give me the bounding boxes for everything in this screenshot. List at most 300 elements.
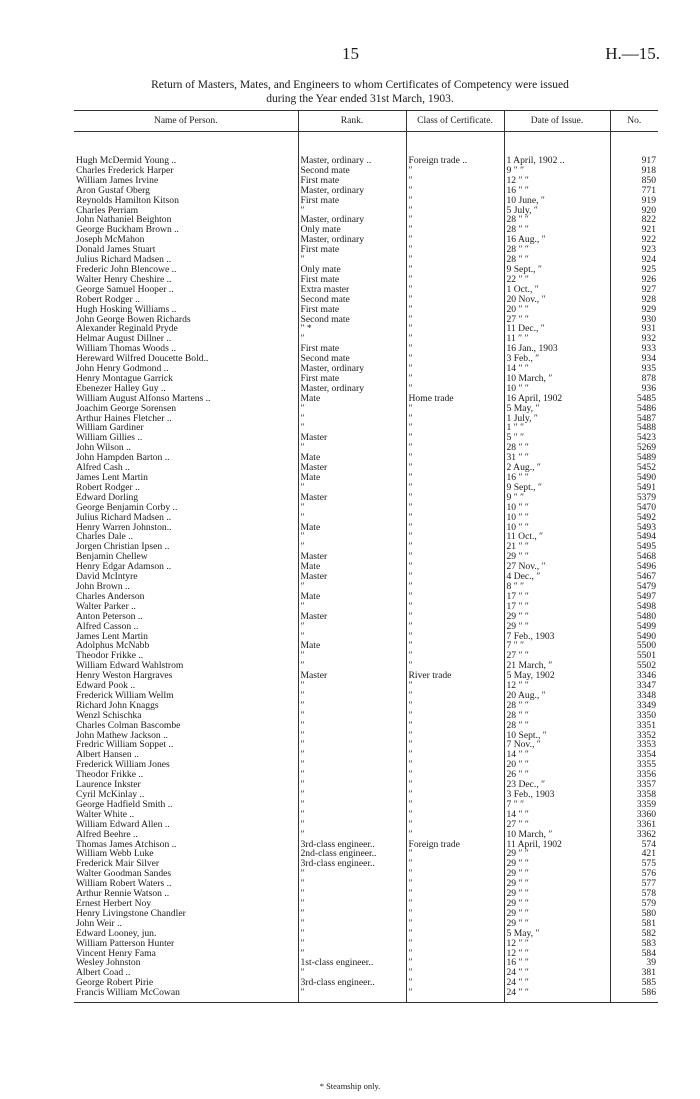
table-row <box>74 275 658 285</box>
cell-rank: ″ <box>298 701 406 711</box>
table-row <box>74 641 658 651</box>
cell-class: ″ <box>406 443 504 453</box>
table-row <box>74 632 658 642</box>
cell-class: ″ <box>406 176 504 186</box>
cell-rank: Mate <box>298 394 406 404</box>
cell-name: Theodor Frikke .. <box>76 651 144 662</box>
cell-date: 14 ″ ″ <box>504 364 610 374</box>
cell-name: Henry Warren Johnston.. <box>76 522 172 533</box>
cell-class: Foreign trade .. <box>406 156 504 166</box>
cell-rank: Mate <box>298 473 406 483</box>
cell-date: 11 April, 1902 <box>504 840 610 850</box>
table-row <box>74 295 658 305</box>
cell-no: 381 <box>610 968 658 978</box>
cell-rank: First mate <box>298 374 406 384</box>
cell-class: ″ <box>406 988 504 998</box>
cell-no: 917 <box>610 156 658 166</box>
cell-date: 23 Dec., ″ <box>504 780 610 790</box>
cell-class: ″ <box>406 364 504 374</box>
cell-name: Arthur Haines Fletcher .. <box>76 413 172 424</box>
cell-rank: ″ <box>298 869 406 879</box>
cell-date: 9 Sept., ″ <box>504 483 610 493</box>
cell-name: Frederick William Wellm <box>76 690 174 701</box>
table-row <box>74 651 658 661</box>
cell-name: Charles Colman Bascombe <box>76 720 181 731</box>
cell-class: ″ <box>406 305 504 315</box>
cell-name: John Wilson .. <box>76 443 131 454</box>
cell-rank: ″ <box>298 632 406 642</box>
cell-date: 29 ″ ″ <box>504 859 610 869</box>
cell-date: 17 ″ ″ <box>504 592 610 602</box>
table-row <box>74 681 658 691</box>
cell-rank: 2nd-class engineer.. <box>298 849 406 859</box>
cell-no: 5480 <box>610 612 658 622</box>
cell-name: Thomas James Atchison .. <box>76 839 177 850</box>
cell-rank: First mate <box>298 196 406 206</box>
cell-name: Edward Looney, jun. <box>76 928 157 939</box>
cell-class: Foreign trade <box>406 840 504 850</box>
cell-date: 4 Dec., ″ <box>504 572 610 582</box>
cell-class: ″ <box>406 483 504 493</box>
cell-name: Edward Pook .. <box>76 681 136 691</box>
cell-class: ″ <box>406 701 504 711</box>
cell-no: 3362 <box>610 830 658 840</box>
cell-class: ″ <box>406 285 504 295</box>
cell-name: Robert Rodger .. <box>76 294 140 305</box>
cell-class: ″ <box>406 919 504 929</box>
cell-name: John Hampden Barton .. <box>76 453 170 464</box>
cell-rank: First mate <box>298 305 406 315</box>
cell-name: Donald James Stuart <box>76 245 156 256</box>
cell-no: 928 <box>610 295 658 305</box>
cell-rank: ″ <box>298 414 406 424</box>
table-row <box>74 552 658 562</box>
cell-class: ″ <box>406 433 504 443</box>
cell-date: 10 March, ″ <box>504 830 610 840</box>
table-row <box>74 968 658 978</box>
cell-no: 421 <box>610 849 658 859</box>
cell-class: ″ <box>406 958 504 968</box>
cell-name: Vincent Henry Fama <box>76 948 156 959</box>
cell-rank: Master <box>298 612 406 622</box>
cell-class: ″ <box>406 245 504 255</box>
table-row <box>74 929 658 939</box>
cell-no: 926 <box>610 275 658 285</box>
cell-class: ″ <box>406 423 504 433</box>
cell-no: 5494 <box>610 532 658 542</box>
cell-no: 935 <box>610 364 658 374</box>
cell-rank: ″ <box>298 423 406 433</box>
cell-rank: ″ <box>298 206 406 216</box>
cell-no: 3346 <box>610 671 658 681</box>
cell-no: 934 <box>610 354 658 364</box>
cell-name: Hereward Wilfred Doucette Bold.. <box>76 354 209 365</box>
cell-class: ″ <box>406 820 504 830</box>
cell-name: George Samuel Hooper .. <box>76 284 174 295</box>
table-row <box>74 949 658 959</box>
cell-rank: ″ <box>298 731 406 741</box>
cell-no: 3356 <box>610 770 658 780</box>
cell-name: Alexander Reginald Pryde <box>76 324 178 335</box>
table-row <box>74 958 658 968</box>
cell-class: ″ <box>406 869 504 879</box>
cell-date: 16 ″ ″ <box>504 958 610 968</box>
cell-date: 28 ″ ″ <box>504 721 610 731</box>
cell-no: 5502 <box>610 661 658 671</box>
table-row <box>74 830 658 840</box>
cell-date: 27 Nov., ″ <box>504 562 610 572</box>
cell-rank: ″ <box>298 661 406 671</box>
cell-rank: ″ <box>298 909 406 919</box>
cell-rank: Mate <box>298 592 406 602</box>
cell-class: ″ <box>406 206 504 216</box>
table-row <box>74 186 658 196</box>
table-row <box>74 156 658 166</box>
cell-name: William Edward Wahlstrom <box>76 661 184 672</box>
cell-rank: Master, ordinary <box>298 384 406 394</box>
table-row <box>74 721 658 731</box>
table-row <box>74 790 658 800</box>
cell-rank: ″ <box>298 542 406 552</box>
cell-date: 28 ″ ″ <box>504 711 610 721</box>
cell-date: 3 Feb., ″ <box>504 354 610 364</box>
cell-class: ″ <box>406 899 504 909</box>
cell-rank: ″ <box>298 404 406 414</box>
cell-date: 29 ″ ″ <box>504 879 610 889</box>
cell-rank: ″ <box>298 532 406 542</box>
cell-rank: ″ <box>298 899 406 909</box>
cell-date: 5 ″ ″ <box>504 433 610 443</box>
cell-class: Home trade <box>406 394 504 404</box>
cell-no: 39 <box>610 958 658 968</box>
cell-name: John George Bowen Richards <box>76 314 191 325</box>
cell-name: Walter White .. <box>76 809 135 820</box>
cell-no: 3355 <box>610 760 658 770</box>
cell-date: 28 ″ ″ <box>504 443 610 453</box>
cell-name: George Robert Pirie <box>76 978 154 989</box>
cell-no: 3351 <box>610 721 658 731</box>
cell-rank: ″ <box>298 830 406 840</box>
title-line-2: during the Year ended 31st March, 1903. <box>266 93 454 105</box>
cell-class: ″ <box>406 622 504 632</box>
cell-class: ″ <box>406 760 504 770</box>
cell-no: 3358 <box>610 790 658 800</box>
cell-class: ″ <box>406 582 504 592</box>
cell-class: ″ <box>406 225 504 235</box>
cell-name: James Lent Martin <box>76 473 148 483</box>
cell-date: 28 ″ ″ <box>504 225 610 235</box>
cell-rank: ″ <box>298 443 406 453</box>
table-row <box>74 770 658 780</box>
cell-name: Frederic John Blencowe .. <box>76 264 177 275</box>
cell-name: Ebenezer Halley Guy .. <box>76 383 166 394</box>
cell-class: ″ <box>406 196 504 206</box>
cell-rank: Master, ordinary <box>298 364 406 374</box>
cell-no: 878 <box>610 374 658 384</box>
cell-no: 3360 <box>610 810 658 820</box>
cell-date: 10 ″ ″ <box>504 523 610 533</box>
cell-class: ″ <box>406 473 504 483</box>
cell-date: 5 July, ″ <box>504 206 610 216</box>
cell-class: ″ <box>406 235 504 245</box>
table-row <box>74 810 658 820</box>
cell-rank: ″ <box>298 800 406 810</box>
cell-class: ″ <box>406 849 504 859</box>
table-row <box>74 691 658 701</box>
cell-no: 5486 <box>610 404 658 414</box>
cell-no: 3359 <box>610 800 658 810</box>
cell-no: 5423 <box>610 433 658 443</box>
cell-class: ″ <box>406 750 504 760</box>
cell-name: Joseph McMahon <box>76 235 145 246</box>
cell-no: 3349 <box>610 701 658 711</box>
cell-name: George Buckham Brown .. <box>76 225 179 236</box>
table-row <box>74 423 658 433</box>
cell-rank: Master <box>298 552 406 562</box>
cell-no: 5452 <box>610 463 658 473</box>
table-row <box>74 463 658 473</box>
table-row <box>74 869 658 879</box>
cell-name: George Hadfield Smith .. <box>76 799 173 810</box>
cell-no: 5490 <box>610 473 658 483</box>
cell-rank: ″ <box>298 939 406 949</box>
cell-date: 27 ″ ″ <box>504 820 610 830</box>
cell-date: 10 Sept., ″ <box>504 731 610 741</box>
col-header-rank: Rank. <box>298 111 406 132</box>
cell-class: ″ <box>406 810 504 820</box>
cell-name: Henry Livingstone Chandler <box>76 908 186 919</box>
cell-date: 9 Sept., ″ <box>504 265 610 275</box>
cell-rank: ″ <box>298 255 406 265</box>
cell-class: ″ <box>406 275 504 285</box>
table-row <box>74 334 658 344</box>
cell-date: 11 Oct., ″ <box>504 532 610 542</box>
table-row <box>74 473 658 483</box>
table-row <box>74 206 658 216</box>
cell-no: 929 <box>610 305 658 315</box>
cell-name: William August Alfonso Martens .. <box>76 393 211 404</box>
cell-name: John Weir .. <box>76 918 122 929</box>
cell-name: Walter Henry Cheshire .. <box>76 274 172 285</box>
cell-rank: 1st-class engineer.. <box>298 958 406 968</box>
cell-no: 930 <box>610 315 658 325</box>
table-row <box>74 612 658 622</box>
cell-rank: Master, ordinary <box>298 235 406 245</box>
cell-no: 5498 <box>610 602 658 612</box>
cell-date: 29 ″ ″ <box>504 889 610 899</box>
cell-date: 5 May, ″ <box>504 929 610 939</box>
cell-class: ″ <box>406 721 504 731</box>
cell-no: 822 <box>610 215 658 225</box>
cell-date: 21 March, ″ <box>504 661 610 671</box>
page-number: 15 <box>342 44 359 63</box>
table-row <box>74 859 658 869</box>
cell-date: 11 Dec., ″ <box>504 324 610 334</box>
table-row <box>74 532 658 542</box>
table-end-row <box>74 998 658 1003</box>
cell-class: ″ <box>406 295 504 305</box>
table-row <box>74 622 658 632</box>
cell-name: Anton Peterson .. <box>76 611 143 622</box>
cell-date: 9 ″ ″ <box>504 493 610 503</box>
cell-no: 922 <box>610 235 658 245</box>
table-row <box>74 493 658 503</box>
cell-no: 574 <box>610 840 658 850</box>
cell-rank: Mate <box>298 562 406 572</box>
cell-rank: Only mate <box>298 225 406 235</box>
cell-class: ″ <box>406 493 504 503</box>
cell-rank: Extra master <box>298 285 406 295</box>
cell-date: 24 ″ ″ <box>504 978 610 988</box>
cell-name: Henry Weston Hargraves <box>76 671 173 682</box>
cell-no: 5468 <box>610 552 658 562</box>
cell-rank: Master <box>298 671 406 681</box>
cell-rank: ″ <box>298 879 406 889</box>
cell-rank: ″ <box>298 790 406 800</box>
cell-no: 5488 <box>610 423 658 433</box>
cell-class: ″ <box>406 830 504 840</box>
cell-name: William Robert Waters .. <box>76 879 172 890</box>
cell-name: Richard John Knaggs <box>76 700 159 711</box>
table-row <box>74 602 658 612</box>
cell-date: 8 ″ ″ <box>504 582 610 592</box>
cell-no: 5470 <box>610 503 658 513</box>
cell-class: ″ <box>406 334 504 344</box>
cell-no: 577 <box>610 879 658 889</box>
cell-class: ″ <box>406 968 504 978</box>
cell-date: 1 Oct., ″ <box>504 285 610 295</box>
cell-date: 24 ″ ″ <box>504 988 610 998</box>
cell-rank: ″ <box>298 651 406 661</box>
col-header-class: Class of Certificate. <box>406 111 504 132</box>
cell-class: ″ <box>406 404 504 414</box>
table-row <box>74 731 658 741</box>
cell-no: 586 <box>610 988 658 998</box>
table-row <box>74 711 658 721</box>
cell-name: Charles Perriam <box>76 205 139 216</box>
table-row <box>74 800 658 810</box>
cell-no: 578 <box>610 889 658 899</box>
cell-name: William Patterson Hunter <box>76 938 175 949</box>
cell-class: ″ <box>406 354 504 364</box>
cell-rank: ″ <box>298 622 406 632</box>
cell-name: Benjamin Chellew <box>76 552 148 563</box>
cell-name: John Mathew Jackson .. <box>76 730 168 741</box>
cell-name: James Lent Martin <box>76 631 148 642</box>
cell-no: 923 <box>610 245 658 255</box>
table-row <box>74 988 658 998</box>
table-row <box>74 820 658 830</box>
cell-no: 5499 <box>610 622 658 632</box>
cell-class: ″ <box>406 780 504 790</box>
cell-no: 921 <box>610 225 658 235</box>
cell-rank: ″ <box>298 988 406 998</box>
cell-name: Charles Dale .. <box>76 532 134 543</box>
table-row <box>74 176 658 186</box>
cell-no: 3357 <box>610 780 658 790</box>
cell-date: 21 ″ ″ <box>504 542 610 552</box>
col-header-name: Name of Person. <box>74 111 298 132</box>
cell-no: 919 <box>610 196 658 206</box>
table-row <box>74 661 658 671</box>
cell-no: 925 <box>610 265 658 275</box>
cell-class: ″ <box>406 463 504 473</box>
cell-rank: Master, ordinary <box>298 186 406 196</box>
table-row <box>74 225 658 235</box>
table-row <box>74 899 658 909</box>
cell-rank: Second mate <box>298 315 406 325</box>
table-row <box>74 443 658 453</box>
cell-class: ″ <box>406 909 504 919</box>
cell-date: 14 ″ ″ <box>504 810 610 820</box>
cell-name: John Henry Godmond .. <box>76 364 169 374</box>
cell-name: John Brown .. <box>76 581 130 592</box>
cell-rank: ″ <box>298 919 406 929</box>
cell-no: 3352 <box>610 731 658 741</box>
cell-date: 22 ″ ″ <box>504 275 610 285</box>
cell-no: 5501 <box>610 651 658 661</box>
cell-no: 5496 <box>610 562 658 572</box>
cell-name: William Edward Allen .. <box>76 819 170 830</box>
cell-name: Wenzl Schischka <box>76 710 142 721</box>
cell-name: Julius Richard Madsen .. <box>76 255 172 265</box>
cell-rank: 3rd-class engineer.. <box>298 978 406 988</box>
table-row <box>74 285 658 295</box>
table-row <box>74 414 658 424</box>
cell-name: Wesley Johnston <box>76 958 141 969</box>
cell-date: 12 ″ ″ <box>504 176 610 186</box>
cell-date: 14 ″ ″ <box>504 750 610 760</box>
cell-rank: ″ <box>298 503 406 513</box>
cell-name: William Thomas Woods .. <box>76 344 177 355</box>
cell-name: Henry Montague Garrick <box>76 373 173 384</box>
table-row <box>74 433 658 443</box>
table-row <box>74 740 658 750</box>
table-row <box>74 760 658 770</box>
cell-no: 924 <box>610 255 658 265</box>
cell-name: Theodor Frikke .. <box>76 770 144 781</box>
cell-name: Fredric William Soppet .. <box>76 740 174 751</box>
cell-date: 1 April, 1902 .. <box>504 156 610 166</box>
cell-date: 29 ″ ″ <box>504 552 610 562</box>
table-row <box>74 324 658 334</box>
table-header-row <box>74 111 658 132</box>
cell-class: ″ <box>406 513 504 523</box>
table-row <box>74 780 658 790</box>
cell-rank: Master, ordinary <box>298 215 406 225</box>
cell-no: 3354 <box>610 750 658 760</box>
cell-no: 5493 <box>610 523 658 533</box>
cell-date: 7 ″ ″ <box>504 800 610 810</box>
cell-rank: ″ <box>298 949 406 959</box>
cell-no: 3348 <box>610 691 658 701</box>
cell-no: 5492 <box>610 513 658 523</box>
table-row <box>74 572 658 582</box>
cell-no: 5495 <box>610 542 658 552</box>
cell-name: Francis William McCowan <box>76 988 180 999</box>
cell-name: Robert Rodger .. <box>76 482 140 493</box>
cell-class: ″ <box>406 384 504 394</box>
cell-class: ″ <box>406 552 504 562</box>
cell-date: 16 April, 1902 <box>504 394 610 404</box>
cell-name: Julius Richard Madsen .. <box>76 512 172 523</box>
cell-date: 7 ″ ″ <box>504 641 610 651</box>
cell-rank: ″ * <box>298 324 406 334</box>
cell-rank: ″ <box>298 770 406 780</box>
cell-class: ″ <box>406 344 504 354</box>
cell-no: 936 <box>610 384 658 394</box>
cell-class: ″ <box>406 562 504 572</box>
